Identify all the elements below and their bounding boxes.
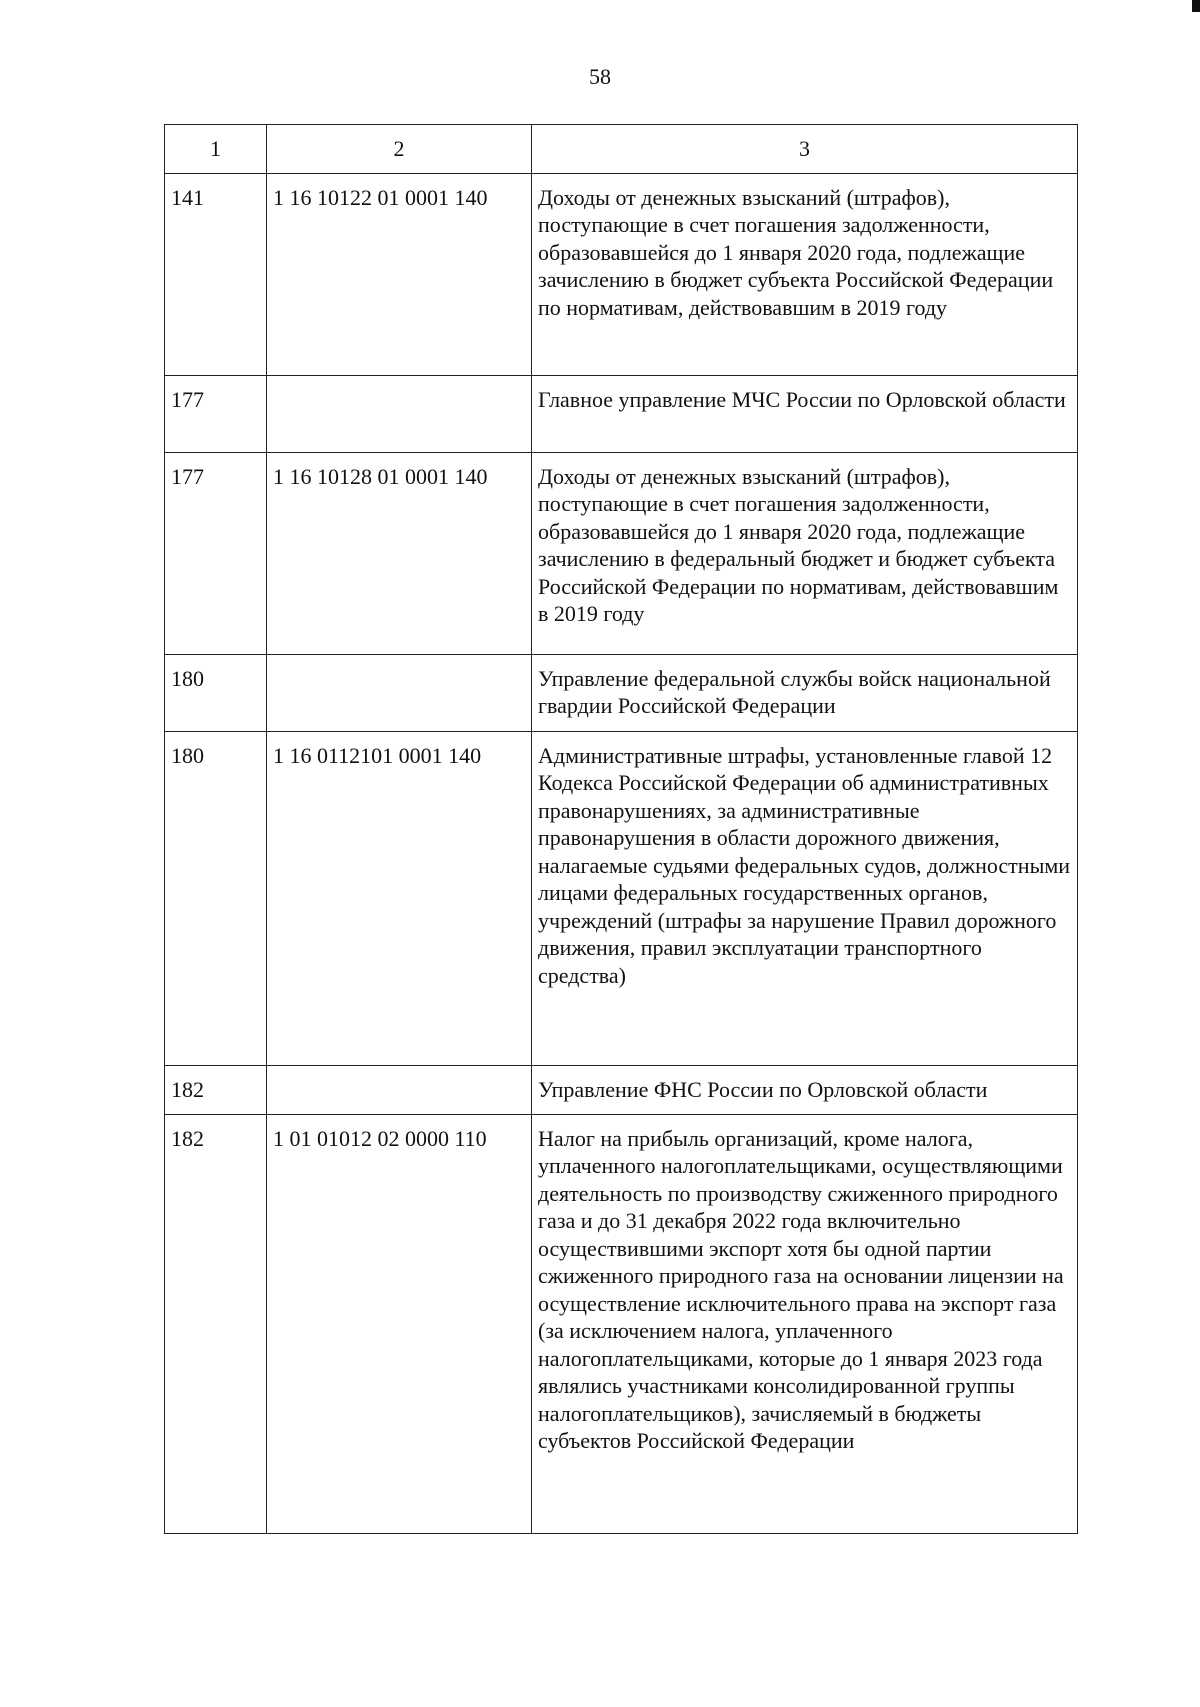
budget-code-cell xyxy=(267,1065,532,1114)
scan-corner-mark xyxy=(1192,0,1200,12)
table-row xyxy=(165,1114,1078,1533)
table-row xyxy=(165,654,1078,731)
admin-code-cell: 182 xyxy=(165,1114,267,1533)
column-header-2: 2 xyxy=(267,125,532,174)
column-header-1: 1 xyxy=(165,125,267,174)
table-row xyxy=(165,173,1078,375)
description-cell: Главное управление МЧС России по Орловской области xyxy=(532,375,1078,452)
budget-code-cell: 1 16 10122 01 0001 140 xyxy=(267,173,532,375)
budget-code-cell xyxy=(267,375,532,452)
table-header-row xyxy=(165,125,1078,174)
table-row xyxy=(165,731,1078,1065)
table-row xyxy=(165,375,1078,452)
description-cell: Доходы от денежных взысканий (штрафов), поступающие в счет погашения задолженности, образовавшейся до 1 января 2020 года, подлежащие зачислению в федеральный бюджет и бюджет субъекта Российской Федерации по нормативам, действовавшим в 2019 году xyxy=(532,452,1078,654)
admin-code-cell: 182 xyxy=(165,1065,267,1114)
budget-revenue-table xyxy=(164,124,1078,1534)
budget-code-cell: 1 01 01012 02 0000 110 xyxy=(267,1114,532,1533)
description-cell: Доходы от денежных взысканий (штрафов), поступающие в счет погашения задолженности, образовавшейся до 1 января 2020 года, подлежащие зачислению в бюджет субъекта Российской Федерации по нормативам, действовавшим в 2019 году xyxy=(532,173,1078,375)
column-header-3: 3 xyxy=(532,125,1078,174)
admin-code-cell: 141 xyxy=(165,173,267,375)
description-cell: Управление федеральной службы войск национальной гвардии Российской Федерации xyxy=(532,654,1078,731)
budget-code-cell: 1 16 0112101 0001 140 xyxy=(267,731,532,1065)
admin-code-cell: 177 xyxy=(165,375,267,452)
admin-code-cell: 180 xyxy=(165,731,267,1065)
budget-code-cell xyxy=(267,654,532,731)
page-number: 58 xyxy=(589,64,611,89)
description-cell: Управление ФНС России по Орловской области xyxy=(532,1065,1078,1114)
table-row xyxy=(165,452,1078,654)
admin-code-cell: 180 xyxy=(165,654,267,731)
budget-code-cell: 1 16 10128 01 0001 140 xyxy=(267,452,532,654)
admin-code-cell: 177 xyxy=(165,452,267,654)
description-cell: Налог на прибыль организаций, кроме налога, уплаченного налогоплательщиками, осуществляющими деятельность по производству сжиженного природного газа и до 31 декабря 2022 года включительно осуществившими экспорт хотя бы одной партии сжиженного природного газа на основании лицензии на осуществление исключительного права на экспорт газа (за исключением налога, уплаченного налогоплательщиками, которые до 1 января 2023 года являлись участниками консолидированной группы налогоплательщиков), зачисляемый в бюджеты субъектов Российской Федерации xyxy=(532,1114,1078,1533)
description-cell: Административные штрафы, установленные главой 12 Кодекса Российской Федерации об административных правонарушениях, за административные правонарушения в области дорожного движения, налагаемые судьями федеральных судов, должностными лицами федеральных государственных органов, учреждений (штрафы за нарушение Правил дорожного движения, правил эксплуатации транспортного средства) xyxy=(532,731,1078,1065)
table-row xyxy=(165,1065,1078,1114)
